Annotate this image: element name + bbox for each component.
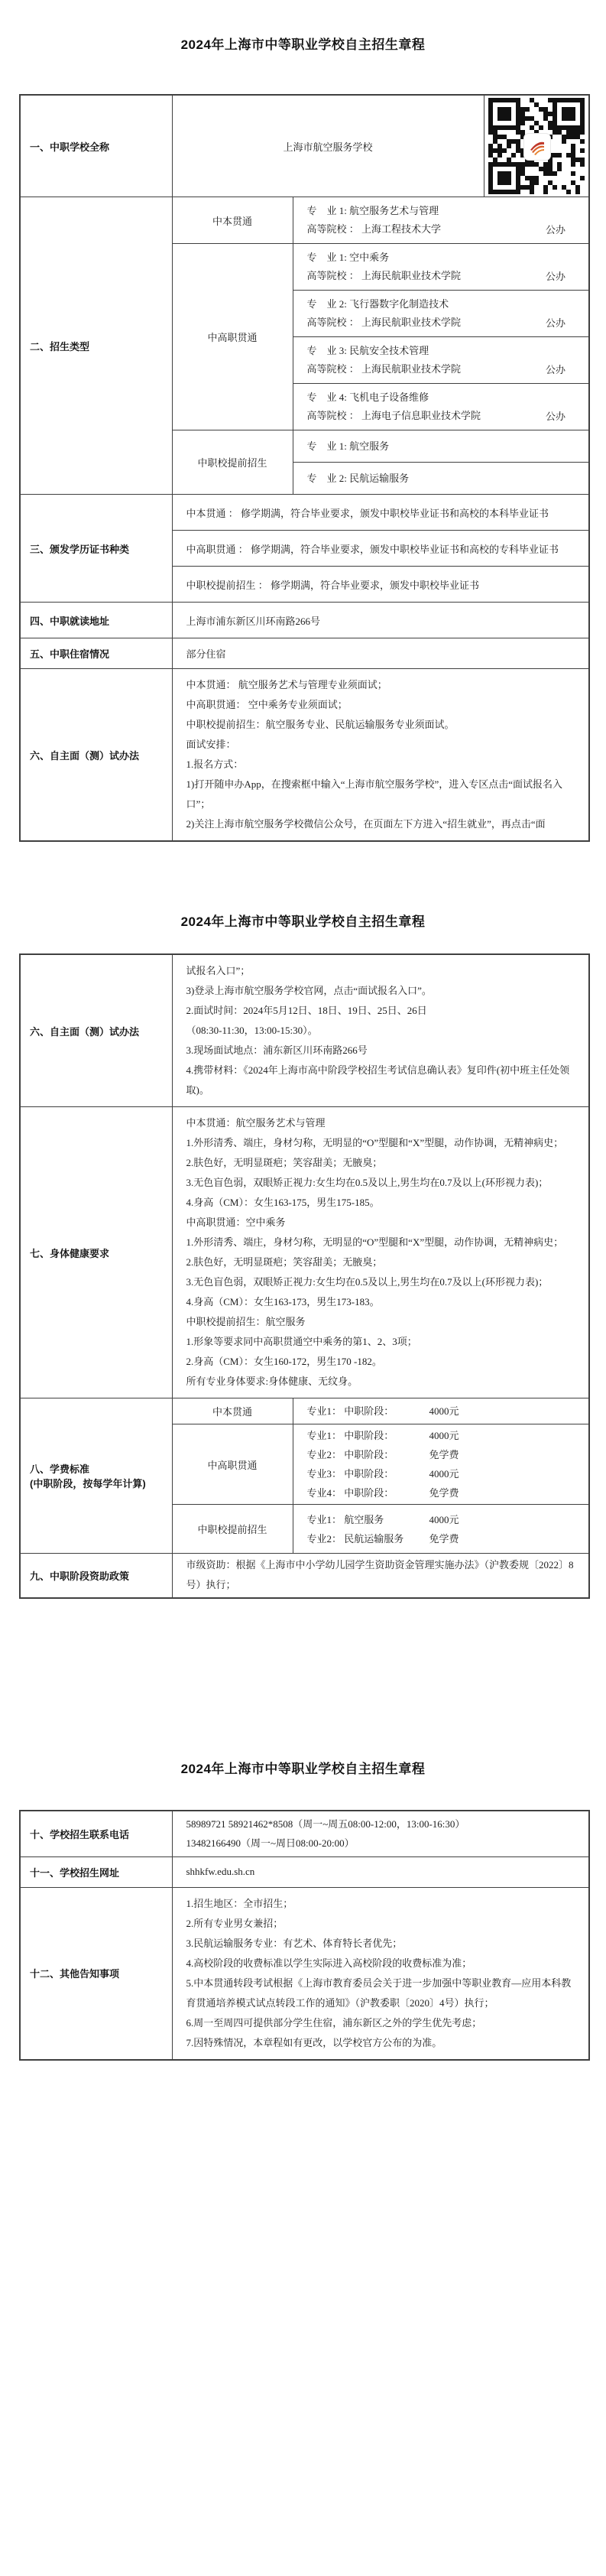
tuition-group-name: 中高职贯通 [172, 1424, 293, 1505]
subsidy-text: 市级资助：根据《上海市中小学幼儿园学生资助资金管理实施办法》（沪教委规〔2022〕8号）执行； [186, 1559, 574, 1591]
enroll-group-name: 中本贯通 [172, 197, 293, 244]
public-school-tag: 公办 [546, 271, 566, 282]
page-title: 2024年上海市中等职业学校自主招生章程 [180, 37, 426, 52]
interview-line: 3.现场面试地点：浦东新区川环南路266号 [186, 1044, 368, 1056]
charter-table-page-3 [19, 1810, 590, 2061]
charter-table-page-2 [19, 953, 590, 1599]
row-label-tuition [20, 1398, 172, 1554]
tuition-cell [293, 1398, 589, 1424]
interview-line: 4.携带材料：《2024年上海市高中阶段学校招生考试信息确认表》复印件(初中班主任处领取)。 [186, 1064, 570, 1096]
major-line: 专 业 1: 航空服务 [306, 440, 390, 452]
public-school-tag: 公办 [546, 317, 566, 329]
health-line: 中职校提前招生：航空服务 [186, 1316, 306, 1327]
major-line: 高等院校 ： 上海民航职业技术学院 [306, 270, 462, 281]
notice-line: 4.高校阶段的收费标准以学生实际进入高校阶段的收费标准为准； [186, 1957, 472, 1969]
cert-item: 中高职贯通 ： 修学期满，符合毕业要求，颁发中职校毕业证书和高校的专科毕业证书 [172, 531, 589, 567]
notice-line: 6.周一至周四可提供部分学生住宿，浦东新区之外的学生优先考虑； [186, 2016, 482, 2029]
fee-item: 专业1： 航空服务 [306, 1513, 384, 1525]
fee-value: 免学费 [429, 1487, 459, 1499]
other-notices-cell [172, 1887, 589, 2060]
row-label-address: 四、中职就读地址 [20, 603, 172, 638]
row-label-enroll-type: 二、招生类型 [20, 197, 172, 495]
fee-line [307, 1426, 578, 1445]
website-value: shhkfw.edu.sh.cn [172, 1856, 589, 1887]
tuition-label-line: (中职阶段，按每学年计算) [30, 1478, 146, 1489]
fee-line [307, 1402, 578, 1421]
qr-code-image [488, 98, 585, 194]
health-line: 所有专业身体要求:身体健康、无纹身。 [186, 1376, 358, 1387]
interview-line: 中高职贯通： 空中乘务专业须面试； [186, 699, 348, 710]
health-line: 4.身高（CM）：女生163-173，男生173-183。 [186, 1296, 380, 1307]
health-line: 4.身高（CM）：女生163-175，男生175-185。 [186, 1197, 380, 1208]
interview-line: 2)关注上海市航空服务学校微信公众号，在页面左下方进入“招生就业”，再点击“面 [186, 818, 546, 830]
enroll-group-name: 中高职贯通 [172, 244, 293, 430]
row-label-website: 十一、学校招生网址 [20, 1856, 172, 1887]
qr-cell [484, 95, 589, 197]
fee-value: 4000元 [429, 1468, 459, 1480]
health-line: 2.身高（CM）：女生160-172，男生170 -182。 [186, 1356, 382, 1367]
major-cell [293, 291, 589, 337]
major-line: 专 业 3: 民航安全技术管理 [306, 345, 429, 356]
tuition-cell [293, 1505, 589, 1554]
fee-value: 免学费 [429, 1532, 459, 1545]
interview-cell [172, 954, 589, 1107]
page-title: 2024年上海市中等职业学校自主招生章程 [180, 914, 426, 929]
major-line: 专 业 2: 民航运输服务 [306, 472, 410, 484]
row-label-subsidy: 九、中职阶段资助政策 [20, 1554, 172, 1598]
fee-value: 4000元 [429, 1513, 459, 1525]
health-line: 3.无色盲色弱，双眼矫正视力:女生均在0.5及以上,男生均在0.7及以上(环形视力表)； [186, 1276, 549, 1288]
page-1 [0, 0, 606, 842]
notice-line: 7.因特殊情况，本章程如有更改，以学校官方公布的为准。 [186, 2036, 442, 2048]
health-line: 中高职贯通：空中乘务 [186, 1217, 286, 1228]
fee-value: 4000元 [429, 1405, 459, 1417]
page-title: 2024年上海市中等职业学校自主招生章程 [180, 1762, 426, 1776]
public-school-tag: 公办 [546, 411, 566, 422]
major-line: 专 业 1: 空中乘务 [306, 252, 390, 263]
row-label-health: 七、身体健康要求 [20, 1107, 172, 1398]
phone-line: 13482166490（周一~周日08:00-20:00） [186, 1837, 355, 1850]
lodging-value: 部分住宿 [172, 638, 589, 669]
notice-line: 5.中本贯通转段考试根据《上海市教育委员会关于进一步加强中等职业教育—应用本科教育贯通培养模式试点转段工作的通知》（沪教委职〔2020〕4号）执行； [186, 1977, 572, 2009]
health-line: 3.无色盲色弱，双眼矫正视力:女生均在0.5及以上,男生均在0.7及以上(环形视力表)； [186, 1177, 549, 1188]
tuition-label-line: 八、学费标准 [30, 1463, 90, 1475]
interview-line: 试报名入口”； [186, 965, 251, 976]
interview-line: （08:30-11:30，13:00-15:30）。 [186, 1025, 318, 1036]
row-label-certificates: 三、颁发学历证书种类 [20, 495, 172, 603]
major-line: 高等院校 ： 上海民航职业技术学院 [306, 363, 462, 375]
tuition-group-name: 中本贯通 [172, 1398, 293, 1424]
major-line: 专 业 1: 航空服务艺术与管理 [306, 205, 439, 216]
interview-line: 2.面试时间：2024年5月12日、18日、19日、25日、26日 [186, 1005, 427, 1016]
major-line: 专 业 4: 飞机电子设备维修 [306, 391, 429, 403]
fee-item: 专业1： 中职阶段： [306, 1430, 394, 1441]
tuition-group-name: 中职校提前招生 [172, 1505, 293, 1554]
tuition-cell [293, 1424, 589, 1505]
health-line: 1.外形清秀、端庄，身材匀称，无明显的“O”型腿和“X”型腿，动作协调，无精神病史； [186, 1137, 564, 1148]
fee-line [307, 1529, 578, 1548]
health-line: 2.肤色好，无明显斑疤；笑容甜美；无腋臭； [186, 1157, 383, 1168]
cert-item: 中职校提前招生 ： 修学期满，符合毕业要求，颁发中职校毕业证书 [172, 567, 589, 603]
major-line: 高等院校 ： 上海电子信息职业技术学院 [306, 410, 481, 421]
health-cell [172, 1107, 589, 1398]
address-value: 上海市浦东新区川环南路266号 [172, 603, 589, 638]
major-cell [293, 337, 589, 384]
major-line: 高等院校 ： 上海工程技术大学 [306, 223, 442, 235]
page-2 [0, 868, 606, 1599]
phone-cell [172, 1811, 589, 1856]
interview-line: 1)打开随申办App，在搜索框中输入“上海市航空服务学校”，进入专区点击“面试报名入口”； [186, 778, 563, 810]
page-3 [0, 1717, 606, 2061]
health-line: 2.肤色好，无明显斑疤；笑容甜美；无腋臭； [186, 1256, 383, 1268]
major-line: 高等院校 ： 上海民航职业技术学院 [306, 317, 462, 328]
fee-item: 专业1： 中职阶段： [306, 1405, 394, 1417]
fee-line [307, 1483, 578, 1502]
row-label-lodging: 五、中职住宿情况 [20, 638, 172, 669]
charter-table-page-1 [19, 94, 590, 842]
health-line: 中本贯通：航空服务艺术与管理 [186, 1117, 326, 1129]
major-cell [293, 430, 589, 463]
school-name-value: 上海市航空服务学校 [172, 95, 484, 197]
fee-item: 专业3： 中职阶段： [306, 1468, 394, 1480]
fee-item: 专业4： 中职阶段： [306, 1487, 394, 1499]
fee-line [307, 1464, 578, 1483]
school-logo-icon [523, 133, 551, 161]
row-label-phone: 十、学校招生联系电话 [20, 1811, 172, 1856]
major-cell [293, 197, 589, 244]
interview-cell [172, 669, 589, 842]
phone-line: 58989721 58921462*8508（周一~周五08:00-12:00，13:00-16:30） [186, 1818, 465, 1830]
subsidy-value [172, 1554, 589, 1598]
row-label-school-name: 一、中职学校全称 [20, 95, 172, 197]
major-cell [293, 244, 589, 291]
interview-line: 面试安排： [186, 739, 236, 750]
fee-line [307, 1510, 578, 1529]
health-line: 1.外形清秀、端庄，身材匀称，无明显的“O”型腿和“X”型腿，动作协调，无精神病史； [186, 1236, 564, 1248]
interview-line: 3)登录上海市航空服务学校官网，点击“面试报名入口”。 [186, 985, 432, 996]
health-line: 1.形象等要求同中高职贯通空中乘务的第1、2、3项； [186, 1336, 417, 1347]
fee-line [307, 1445, 578, 1464]
notice-line: 3.民航运输服务专业：有艺术、体育特长者优先； [186, 1937, 403, 1949]
interview-line: 中本贯通： 航空服务艺术与管理专业须面试； [186, 679, 387, 690]
public-school-tag: 公办 [546, 224, 566, 236]
public-school-tag: 公办 [546, 364, 566, 375]
row-label-interview: 六、自主面（测）试办法 [20, 669, 172, 842]
interview-line: 中职校提前招生：航空服务专业、民航运输服务专业须面试。 [186, 719, 455, 730]
notice-line: 1.招生地区：全市招生； [186, 1897, 293, 1909]
row-label-interview: 六、自主面（测）试办法 [20, 954, 172, 1107]
interview-line: 1.报名方式： [186, 759, 244, 770]
fee-value: 免学费 [429, 1449, 459, 1460]
cert-item: 中本贯通 ： 修学期满，符合毕业要求，颁发中职校毕业证书和高校的本科毕业证书 [172, 495, 589, 531]
major-line: 专 业 2: 飞行器数字化制造技术 [306, 298, 449, 310]
major-cell [293, 463, 589, 495]
fee-item: 专业2： 民航运输服务 [306, 1532, 404, 1545]
row-label-other-notices: 十二、其他告知事项 [20, 1887, 172, 2060]
fee-item: 专业2： 中职阶段： [306, 1449, 394, 1460]
enroll-group-name: 中职校提前招生 [172, 430, 293, 495]
major-cell [293, 384, 589, 430]
fee-value: 4000元 [429, 1430, 459, 1441]
notice-line: 2.所有专业男女兼招； [186, 1917, 284, 1929]
